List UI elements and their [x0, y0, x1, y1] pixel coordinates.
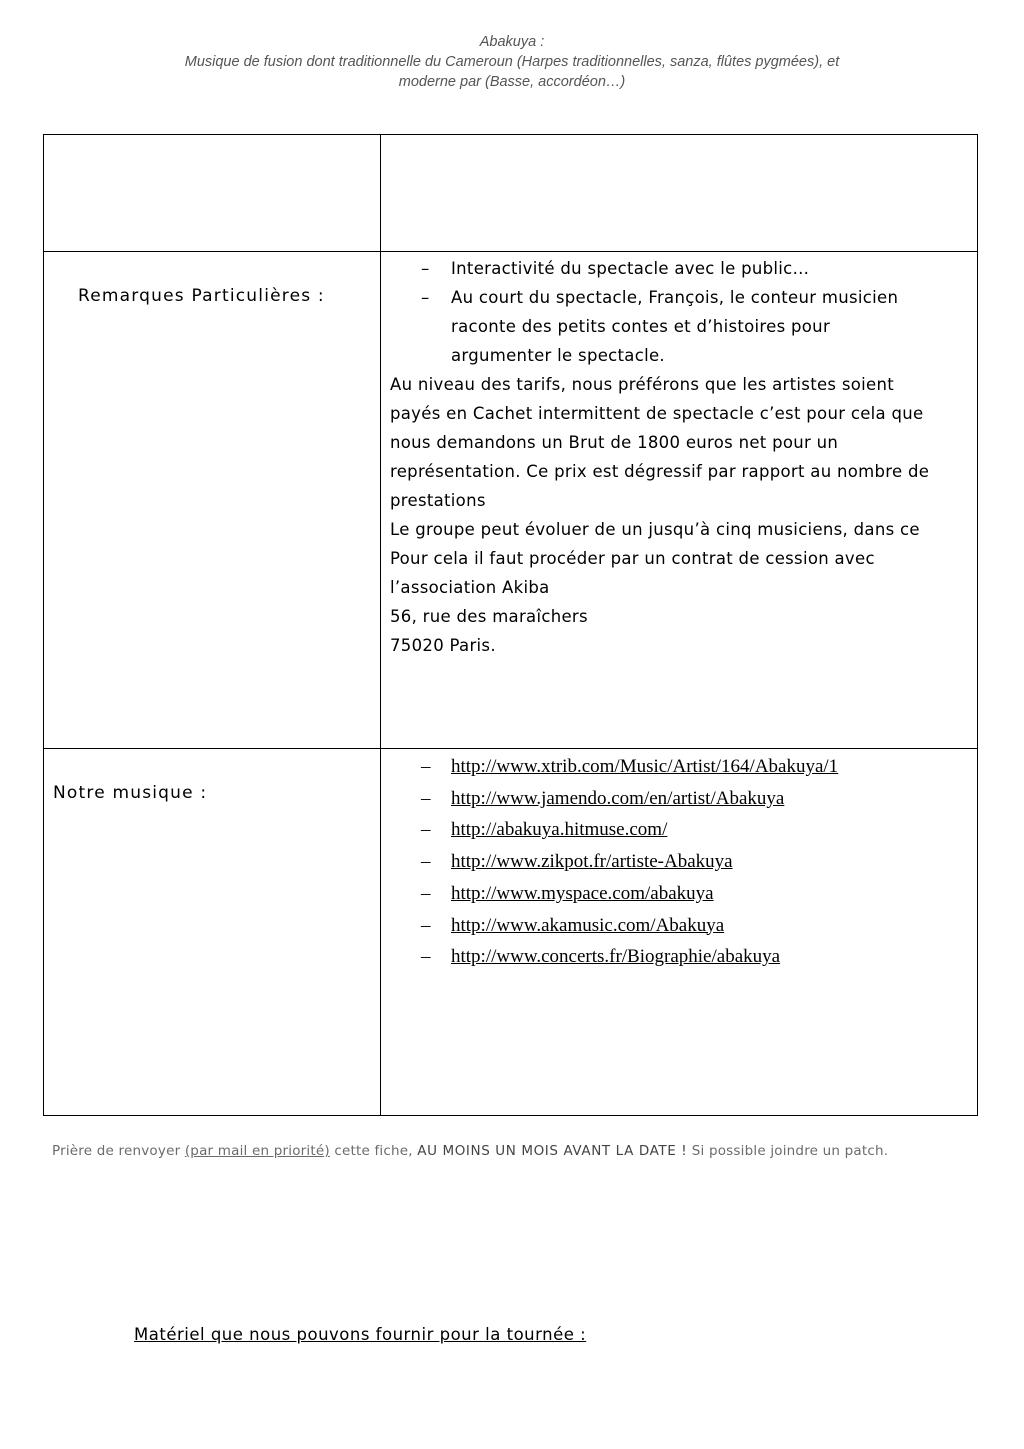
table-row-remarques: [44, 252, 978, 749]
footer-text: Prière de renvoyer: [52, 1143, 185, 1159]
footer-text: Si possible joindre un patch.: [687, 1143, 889, 1159]
music-links: [381, 749, 977, 973]
bullet-text: Interactivité du spectacle avec le public…: [451, 259, 810, 278]
paragraph-line: payés en Cachet intermittent de spectacle c’est pour cela que: [390, 404, 924, 423]
tarifs-paragraph: [390, 370, 967, 660]
footer-text: cette fiche,: [329, 1143, 418, 1159]
dash-bullet-icon: –: [421, 819, 431, 841]
bullet-text: argumenter le spectacle.: [451, 346, 665, 365]
dash-bullet-icon: –: [421, 259, 430, 278]
footer-deadline: AU MOINS UN MOIS AVANT LA DATE !: [417, 1143, 688, 1159]
link-myspace[interactable]: http://www.myspace.com/abakuya: [451, 882, 714, 904]
remarques-content: [381, 252, 977, 660]
link-akamusic[interactable]: http://www.akamusic.com/Abakuya: [451, 914, 725, 936]
list-item: [390, 941, 967, 973]
dash-bullet-icon: –: [421, 914, 431, 936]
remarques-value-cell: [381, 252, 978, 749]
paragraph-line: Le groupe peut évoluer de un jusqu’à cinq musiciens, dans ce: [390, 520, 920, 539]
paragraph-line: représentation. Ce prix est dégressif par rapport au nombre de: [390, 462, 930, 481]
empty-value-cell: [381, 135, 978, 252]
list-item: [390, 910, 967, 942]
header-title: Abakuya :: [479, 34, 545, 50]
paragraph-line: nous demandons un Brut de 1800 euros net pour un: [390, 433, 839, 452]
list-item: [390, 254, 967, 283]
list-item: [390, 751, 967, 783]
link-zikpot[interactable]: http://www.zikpot.fr/artiste-Abakuya: [451, 851, 733, 873]
remarques-bullet-list: [390, 254, 967, 370]
musique-value-cell: [381, 749, 978, 1116]
list-item: [390, 878, 967, 910]
dash-bullet-icon: –: [421, 787, 431, 809]
list-item: [390, 814, 967, 846]
bullet-text: raconte des petits contes et d’histoires pour: [451, 317, 831, 336]
header-subtitle-line1: Musique de fusion dont traditionnelle du Cameroun (Harpes traditionnelles, sanza, flûtes pygmées), et: [184, 54, 840, 70]
materiel-heading: Matériel que nous pouvons fournir pour la tournée :: [134, 1325, 587, 1344]
musique-label: Notre musique :: [53, 783, 208, 803]
address-city: 75020 Paris.: [390, 636, 496, 655]
link-xtrib[interactable]: http://www.xtrib.com/Music/Artist/164/Abakuya/1: [451, 756, 839, 777]
table-row-musique: [44, 749, 978, 1116]
paragraph-line: Pour cela il faut procéder par un contrat de cession avec: [390, 549, 875, 568]
remarques-label-cell: [44, 252, 381, 749]
footer-note: [52, 1143, 992, 1159]
remarques-label: Remarques Particulières :: [78, 286, 325, 306]
table-row-empty: [44, 135, 978, 252]
dash-bullet-icon: –: [421, 946, 431, 968]
address-street: 56, rue des maraîchers: [390, 607, 588, 626]
dash-bullet-icon: –: [421, 851, 431, 873]
list-item: [390, 783, 967, 815]
paragraph-line: l’association Akiba: [390, 578, 550, 597]
header-subtitle-line2: moderne par (Basse, accordéon…): [398, 74, 626, 90]
dash-bullet-icon: –: [421, 288, 430, 307]
music-link-list: [390, 751, 967, 973]
link-jamendo[interactable]: http://www.jamendo.com/en/artist/Abakuya: [451, 787, 785, 809]
list-item: [390, 283, 967, 370]
bullet-text: Au court du spectacle, François, le conteur musicien: [451, 288, 899, 307]
paragraph-line: Au niveau des tarifs, nous préférons que les artistes soient: [390, 375, 895, 394]
dash-bullet-icon: –: [421, 756, 431, 777]
musique-label-cell: [44, 749, 381, 1116]
dash-bullet-icon: –: [421, 882, 431, 904]
list-item: [390, 846, 967, 878]
link-concerts[interactable]: http://www.concerts.fr/Biographie/abakuya: [451, 946, 781, 968]
link-hitmuse[interactable]: http://abakuya.hitmuse.com/: [451, 819, 668, 841]
paragraph-line: prestations: [390, 491, 486, 510]
empty-label-cell: [44, 135, 381, 252]
footer-underlined-text: (par mail en priorité): [184, 1143, 330, 1159]
page-header: [0, 32, 1024, 92]
info-table: [43, 134, 978, 1116]
